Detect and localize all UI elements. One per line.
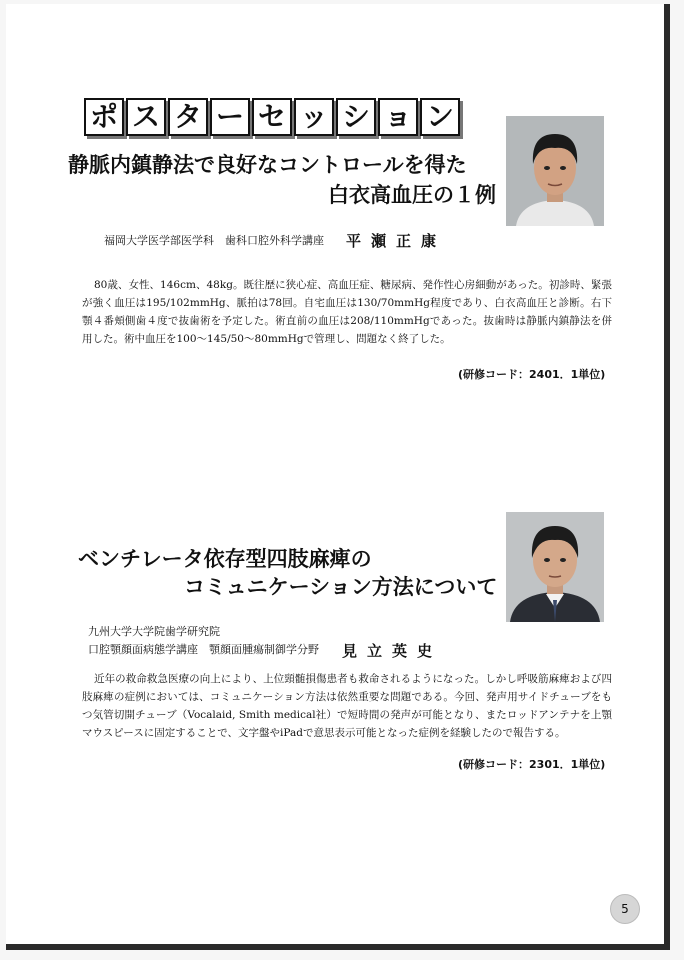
section-title-char: ョ — [378, 98, 418, 136]
abstract-1-title-line-2: 白衣高血圧の１例 — [328, 182, 496, 207]
abstract-2-author: 見立英史 — [342, 642, 443, 660]
abstract-1-training-code: (研修コード：2401．1単位) — [458, 368, 606, 381]
abstract-2-training-code: (研修コード：2301．1単位) — [458, 758, 606, 771]
section-title-char: ポ — [84, 98, 124, 136]
abstract-2-body: 近年の救命救急医療の向上により、上位頸髄損傷患者も救命されるようになった。しかし呼吸筋麻痺および四肢麻痺の症例においては、コミュニケーション方法は依然重要な問題である。今回、発声用サイドチューブをもつ気管切開チューブ（Vocalaid, Smith medical社）で短時間の発声が可能となり、またロッドアンテナを上顎マウスピースに固定することで、文字盤やiPadで意思表示可能となった症例を経験したので報告する。 — [82, 673, 612, 739]
section-title-char: セ — [252, 98, 292, 136]
section-title-char: ス — [126, 98, 166, 136]
abstract-1-affiliation: 福岡大学医学部医学科 歯科口腔外科学講座 — [104, 234, 324, 247]
section-title-char: ン — [420, 98, 460, 136]
abstract-2-title-line-1: ベンチレータ依存型四肢麻痺の — [78, 546, 372, 571]
abstract-1-title-line-1: 静脈内鎮静法で良好なコントロールを得た — [68, 152, 467, 177]
abstract-1-body: 80歳、女性、146cm、48kg。既往歴に狭心症、高血圧症、糖尿病、発作性心房細動があった。初診時、緊張が強く血圧は195/102mmHg、脈拍は78回。自宅血圧は130/70mmHg程度であり、白衣高血圧と診断。右下顎４番頬側歯４度で抜歯術を予定した。術直前の血圧は208/110mmHgであった。抜歯時は静脈内鎮静法を併用した。術中血圧を100～145/50～80mmHgで管理し、問題なく終了した。 — [82, 279, 612, 345]
section-title — [84, 98, 460, 138]
abstract-2-title-line-2: コミュニケーション方法について — [184, 574, 498, 599]
section-title-char: ッ — [294, 98, 334, 136]
section-title-char: ー — [210, 98, 250, 136]
abstract-1-author: 平瀬正康 — [346, 232, 447, 250]
page — [6, 4, 670, 950]
abstract-2-affiliation-line-1: 九州大学大学院歯学研究院 — [88, 625, 220, 638]
abstract-2-affiliation-line-2: 口腔顎顔面病態学講座 顎顔面腫瘍制御学分野 — [88, 643, 319, 656]
section-title-char: タ — [168, 98, 208, 136]
author-photo — [506, 116, 604, 226]
author-photo — [506, 512, 604, 622]
page-number: 5 — [610, 894, 640, 924]
section-title-char: シ — [336, 98, 376, 136]
